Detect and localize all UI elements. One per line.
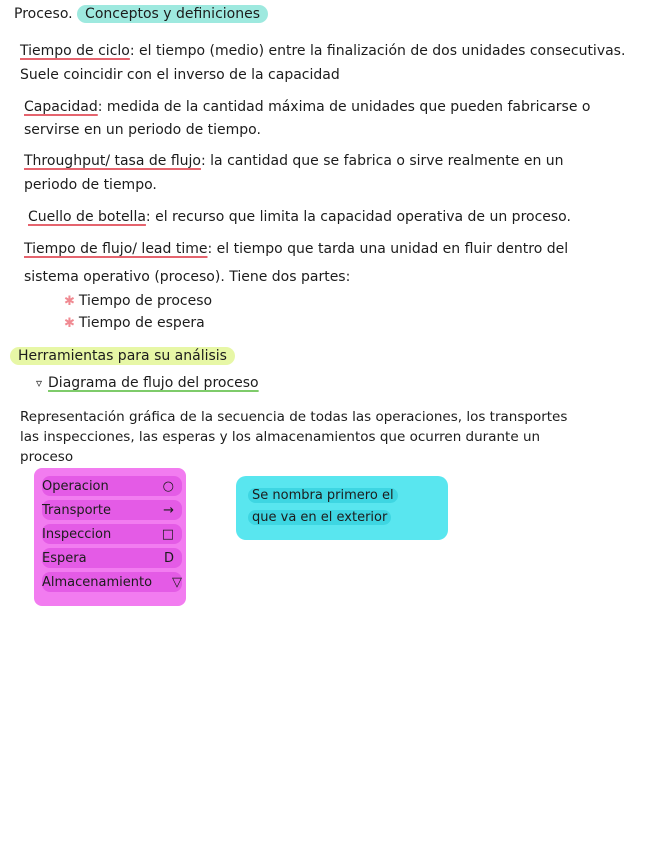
term-flujo: Tiempo de flujo/ lead time xyxy=(24,241,208,257)
def-capacidad-line1: Capacidad: medida de la cantidad máxima de unidades que pueden fabricarse o xyxy=(24,99,591,115)
tools-sub: ▿ Diagrama de flujo del proceso xyxy=(36,375,259,391)
tools-desc-line2: las inspecciones, las esperas y los almacenamientos que ocurren durante un xyxy=(20,429,541,445)
term-ciclo: Tiempo de ciclo xyxy=(20,43,130,59)
note-box xyxy=(236,476,448,540)
def-flujo-line2: sistema operativo (proceso). Tiene dos partes: xyxy=(24,269,351,285)
symbol-row-almacenamiento: Almacenamiento ▽ xyxy=(42,572,182,592)
term-cuello: Cuello de botella xyxy=(28,209,146,225)
symbol-legend-box xyxy=(34,468,186,606)
term-throughput: Throughput/ tasa de flujo xyxy=(24,153,201,169)
page-title xyxy=(14,6,268,22)
tools-heading: Herramientas para su análisis xyxy=(10,347,235,365)
flujo-part-2: ✱ Tiempo de espera xyxy=(64,315,205,331)
tools-desc-line3: proceso xyxy=(20,449,74,465)
def-throughput-line1: Throughput/ tasa de flujo: la cantidad que se fabrica o sirve realmente en un xyxy=(24,153,564,169)
symbol-row-inspeccion: Inspeccion □ xyxy=(42,524,182,544)
star-bullet-icon: ✱ xyxy=(64,294,75,309)
title-prefix: Proceso. xyxy=(14,6,73,22)
square-symbol-icon: □ xyxy=(161,526,174,542)
note-line2: que va en el exterior xyxy=(248,510,391,525)
def-ciclo-line2: Suele coincidir con el inverso de la capacidad xyxy=(20,67,340,83)
def-ciclo-line1: Tiempo de ciclo: el tiempo (medio) entre la finalización de dos unidades consecutivas. xyxy=(20,43,626,59)
title-highlight: Conceptos y definiciones xyxy=(77,5,268,23)
tools-desc-line1: Representación gráfica de la secuencia de todas las operaciones, los transportes xyxy=(20,409,568,425)
circle-symbol-icon: ○ xyxy=(162,478,174,494)
def-throughput-line2: periodo de tiempo. xyxy=(24,177,157,193)
star-bullet-icon: ✱ xyxy=(64,316,75,331)
symbol-row-transporte: Transporte → xyxy=(42,500,182,520)
symbol-row-espera: Espera D xyxy=(42,548,182,568)
note-line1: Se nombra primero el xyxy=(248,488,398,503)
def-capacidad-line2: servirse en un periodo de tiempo. xyxy=(24,122,261,138)
arrow-symbol-icon: → xyxy=(163,502,174,518)
triangle-symbol-icon: ▽ xyxy=(172,574,182,590)
def-flujo-line1: Tiempo de flujo/ lead time: el tiempo que tarda una unidad en fluir dentro del xyxy=(24,241,569,257)
d-symbol-icon: D xyxy=(163,550,174,566)
term-capacidad: Capacidad xyxy=(24,99,98,115)
hollow-bullet-icon: ▿ xyxy=(36,376,43,390)
flujo-part-1: ✱ Tiempo de proceso xyxy=(64,293,213,309)
def-cuello-line1: Cuello de botella: el recurso que limita la capacidad operativa de un proceso. xyxy=(28,209,571,225)
symbol-row-operacion: Operacion ○ xyxy=(42,476,182,496)
